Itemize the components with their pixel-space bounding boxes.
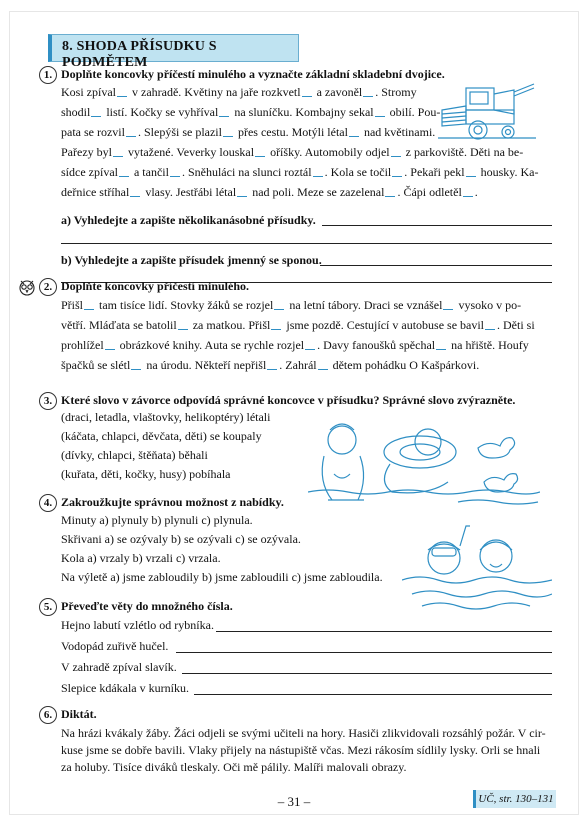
fill-blank[interactable] bbox=[223, 136, 233, 137]
exercise-3-item[interactable]: (draci, letadla, vlaštovky, helikoptéry) létali bbox=[61, 410, 271, 424]
answer-line-a2[interactable] bbox=[61, 243, 552, 244]
fill-blank[interactable] bbox=[170, 176, 180, 177]
exercise-4-title: Zakroužkujte správnou možnost z nabídky. bbox=[61, 495, 284, 509]
text-fragment: sídce zpíval bbox=[61, 165, 118, 179]
exercise-1-number: 1. bbox=[39, 66, 57, 84]
text-fragment: vysoko v po- bbox=[455, 298, 522, 312]
dictation-line: kuse jsme se dobře bavili. Vlaky přijely na nástupiště včas. Mezi rákosím sídlily lysky. Orli se hnali bbox=[61, 743, 541, 757]
answer-line-b1[interactable] bbox=[320, 265, 552, 266]
fill-blank[interactable] bbox=[237, 196, 247, 197]
children-snorkeling-illustration bbox=[402, 520, 552, 610]
fill-blank[interactable] bbox=[119, 176, 129, 177]
fill-blank[interactable] bbox=[271, 329, 281, 330]
answer-line[interactable] bbox=[176, 652, 552, 653]
text-fragment: prohlížel bbox=[61, 338, 104, 352]
text-fragment: . Davy fanoušků spěchal bbox=[317, 338, 436, 352]
fill-blank[interactable] bbox=[274, 309, 284, 310]
text-line bbox=[61, 184, 478, 200]
text-line bbox=[61, 84, 417, 100]
fill-blank[interactable] bbox=[385, 196, 395, 197]
combine-harvester-illustration bbox=[436, 80, 538, 142]
fill-blank[interactable] bbox=[463, 196, 473, 197]
text-fragment: špačků se slétl bbox=[61, 358, 131, 372]
text-fragment: za matkou. Přišl bbox=[189, 318, 271, 332]
exercise-6-number: 6. bbox=[39, 706, 57, 724]
section-header bbox=[48, 34, 299, 70]
textbook-reference: UČ, str. 130–131 bbox=[473, 790, 556, 808]
exercise-4-number: 4. bbox=[39, 494, 57, 512]
exercise-5-title: Převeďte věty do množného čísla. bbox=[61, 599, 233, 613]
exercise-5-item: Slepice kdákala v kurníku. bbox=[61, 681, 189, 695]
fill-blank[interactable] bbox=[363, 96, 373, 97]
text-fragment: na letní tábory. Draci se vznášel bbox=[286, 298, 443, 312]
exercise-3-title: Které slovo v závorce odpovídá správné koncovce v přísudku? Správné slovo zvýrazněte. bbox=[61, 393, 516, 407]
fill-blank[interactable] bbox=[349, 136, 359, 137]
fill-blank[interactable] bbox=[113, 156, 123, 157]
fill-blank[interactable] bbox=[485, 329, 495, 330]
text-fragment: na sluníčku. Kombajny sekal bbox=[231, 105, 374, 119]
text-fragment: obrázkové knihy. Auta se rychle rozjel bbox=[116, 338, 305, 352]
fill-blank[interactable] bbox=[302, 96, 312, 97]
exercise-5-number: 5. bbox=[39, 598, 57, 616]
children-swimming-illustration bbox=[308, 412, 540, 508]
text-fragment: a tančil bbox=[130, 165, 169, 179]
text-fragment: . Děti si bbox=[497, 318, 535, 332]
answer-line[interactable] bbox=[194, 694, 552, 695]
text-fragment: jsme pozdě. Cestující v autobuse se bavil bbox=[283, 318, 485, 332]
text-fragment: tam tisíce lidí. Stovky žáků se rozjel bbox=[96, 298, 274, 312]
text-fragment: . Stromy bbox=[375, 85, 417, 99]
text-fragment: . Zahrál bbox=[279, 358, 317, 372]
workbook-page bbox=[10, 12, 578, 814]
text-fragment: Přišl bbox=[61, 298, 84, 312]
exercise-3-item[interactable]: (dívky, chlapci, štěňata) běhali bbox=[61, 448, 208, 462]
exercise-5-item: V zahradě zpíval slavík. bbox=[61, 660, 177, 674]
fill-blank[interactable] bbox=[313, 176, 323, 177]
page-number: – 31 – bbox=[277, 794, 311, 809]
text-fragment: pata se rozvil bbox=[61, 125, 125, 139]
fill-blank[interactable] bbox=[91, 116, 101, 117]
dictation-line: Na hrázi kvákaly žáby. Žáci odjeli se svými učiteli na hory. Hasiči zlikvidovali rozsáhlý požár. V cir- bbox=[61, 726, 546, 740]
text-line bbox=[61, 124, 435, 140]
text-fragment: . Sněhuláci na slunci roztál bbox=[181, 165, 312, 179]
text-fragment: vlasy. Jestřábi létal bbox=[142, 185, 237, 199]
text-line bbox=[61, 357, 479, 373]
fill-blank[interactable] bbox=[318, 369, 328, 370]
exercise-2-title: Doplňte koncovky příčestí minulého. bbox=[61, 279, 250, 293]
text-fragment: . bbox=[474, 185, 478, 199]
text-fragment: a zavoněl bbox=[313, 85, 363, 99]
text-line bbox=[61, 144, 523, 160]
exercise-5-item: Hejno labutí vzlétlo od rybníka. bbox=[61, 618, 214, 632]
text-fragment: shodil bbox=[61, 105, 91, 119]
text-line bbox=[61, 164, 538, 180]
exercise-5-item: Vodopád zuřivě hučel. bbox=[61, 639, 169, 653]
text-fragment: z parkoviště. Děti na be- bbox=[402, 145, 524, 159]
fill-blank[interactable] bbox=[126, 136, 136, 137]
answer-line[interactable] bbox=[182, 673, 552, 674]
text-fragment: listí. Kočky se vyhříval bbox=[103, 105, 219, 119]
text-fragment: vytažené. Veverky louskal bbox=[124, 145, 255, 159]
text-fragment: . Čápi odletěl bbox=[397, 185, 462, 199]
text-fragment: na úrodu. Někteří nepřišl bbox=[143, 358, 267, 372]
text-fragment: větří. Mláďata se batolil bbox=[61, 318, 177, 332]
fill-blank[interactable] bbox=[219, 116, 229, 117]
exercise-4-item[interactable]: Kola a) vrzaly b) vrzali c) vrzala. bbox=[61, 551, 221, 565]
answer-line-a1[interactable] bbox=[322, 225, 552, 226]
exercise-4-item[interactable]: Na výletě a) jsme zabloudily b) jsme zabloudili c) jsme zabloudila. bbox=[61, 570, 383, 584]
text-fragment: oříšky. Automobily odjel bbox=[267, 145, 390, 159]
fill-blank[interactable] bbox=[375, 116, 385, 117]
section-title: 8. SHODA PŘÍSUDKU S PODMĚTEM bbox=[62, 39, 217, 70]
exercise-3-item[interactable]: (kuřata, děti, kočky, husy) pobíhala bbox=[61, 467, 231, 481]
exercise-1-question-a: a) Vyhledejte a zapište několikanásobné přísudky. bbox=[61, 213, 316, 227]
text-fragment: . Pekaři pekl bbox=[404, 165, 465, 179]
text-fragment: . Kola se točil bbox=[324, 165, 392, 179]
text-fragment: Kosi zpíval bbox=[61, 85, 116, 99]
fill-blank[interactable] bbox=[84, 309, 94, 310]
fill-blank[interactable] bbox=[255, 156, 265, 157]
fill-blank[interactable] bbox=[105, 349, 115, 350]
fill-blank[interactable] bbox=[131, 369, 141, 370]
text-fragment: housky. Ka- bbox=[477, 165, 539, 179]
text-fragment: dětem pohádku O Kašpárkovi. bbox=[329, 358, 480, 372]
dictation-line: za holuby. Tisíce diváků tleskaly. Oči mě pálily. Malíři malovali obrazy. bbox=[61, 760, 407, 774]
text-fragment: na hřiště. Houfy bbox=[448, 338, 529, 352]
fill-blank[interactable] bbox=[436, 349, 446, 350]
text-fragment: Pařezy byl bbox=[61, 145, 112, 159]
text-line bbox=[61, 337, 529, 353]
fill-blank[interactable] bbox=[130, 196, 140, 197]
text-fragment: nad květinami. bbox=[360, 125, 436, 139]
exercise-3-number: 3. bbox=[39, 392, 57, 410]
text-fragment: přes cestu. Motýli létal bbox=[234, 125, 348, 139]
exercise-2-number: 2. bbox=[39, 278, 57, 296]
fill-blank[interactable] bbox=[466, 176, 476, 177]
fill-blank[interactable] bbox=[391, 156, 401, 157]
owl-icon bbox=[18, 278, 36, 296]
text-line bbox=[61, 104, 440, 120]
exercise-4-item[interactable]: Minuty a) plynuly b) plynuli c) plynula. bbox=[61, 513, 253, 527]
text-fragment: deřnice stříhal bbox=[61, 185, 130, 199]
exercise-1-question-b: b) Vyhledejte a zapište přísudek jmenný se sponou. bbox=[61, 253, 322, 267]
text-fragment: v zahradě. Květiny na jaře rozkvetl bbox=[129, 85, 301, 99]
text-line bbox=[61, 297, 521, 313]
fill-blank[interactable] bbox=[392, 176, 402, 177]
fill-blank[interactable] bbox=[443, 309, 453, 310]
fill-blank[interactable] bbox=[305, 349, 315, 350]
text-line bbox=[61, 317, 535, 333]
answer-line[interactable] bbox=[216, 631, 552, 632]
fill-blank[interactable] bbox=[178, 329, 188, 330]
exercise-1-title: Doplňte koncovky příčestí minulého a vyznačte základní skladební dvojice. bbox=[61, 67, 445, 81]
text-fragment: obilí. Pou- bbox=[386, 105, 441, 119]
exercise-3-item[interactable]: (káčata, chlapci, děvčata, děti) se koupaly bbox=[61, 429, 262, 443]
text-fragment: . Slepýši se plazil bbox=[137, 125, 222, 139]
exercise-6-title: Diktát. bbox=[61, 707, 97, 721]
exercise-4-item[interactable]: Skřivani a) se ozývaly b) se ozývali c) se ozývala. bbox=[61, 532, 301, 546]
text-fragment: nad poli. Meze se zazelenal bbox=[249, 185, 385, 199]
fill-blank[interactable] bbox=[267, 369, 277, 370]
fill-blank[interactable] bbox=[117, 96, 127, 97]
